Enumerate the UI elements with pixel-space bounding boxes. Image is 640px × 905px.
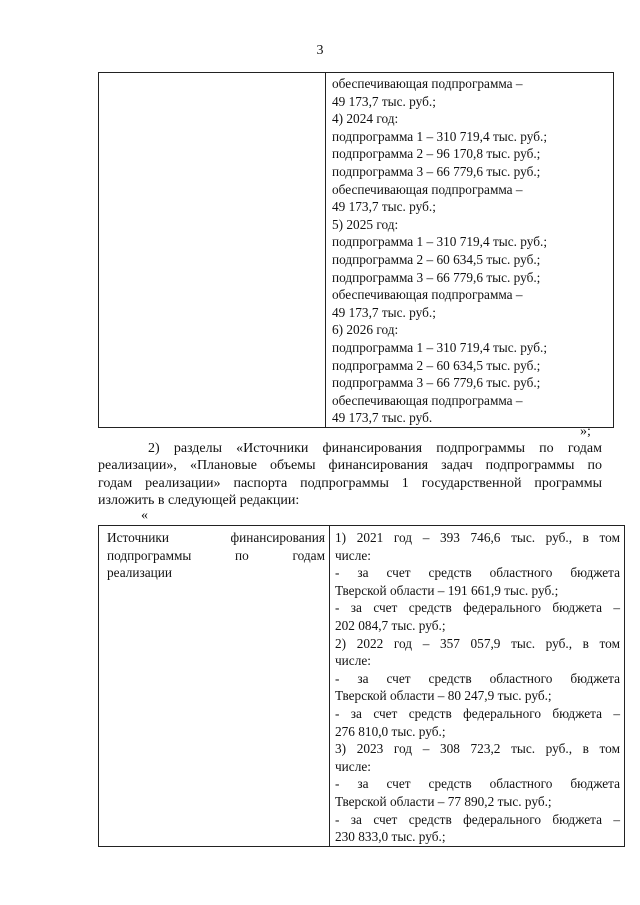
value-line: - за счет средств областного бюджета: [335, 776, 620, 792]
table1-line: подпрограмма 3 – 66 779,6 тыс. руб.;: [332, 269, 541, 285]
funding-sources-table: [98, 525, 625, 847]
table1-line: 6) 2026 год:: [332, 322, 399, 338]
value-line: числе:: [335, 547, 371, 563]
table1-line: обеспечивающая подпрограмма –: [332, 76, 523, 91]
value-line: 1) 2021 год – 393 746,6 тыс. руб., в том: [335, 530, 620, 545]
paragraph-line: реализации», «Плановые объемы финансирования задач подпрограммы по: [98, 458, 602, 474]
value-line: - за счет средств областного бюджета: [335, 565, 620, 581]
table1-line: 49 173,7 тыс. руб.;: [332, 93, 436, 109]
funding-by-year-cell: [326, 73, 614, 428]
page-number: 3: [316, 43, 324, 58]
value-line: Тверской области – 191 661,9 тыс. руб.;: [335, 582, 559, 598]
label-line: подпрограммы по годам: [107, 547, 325, 563]
value-line: 2) 2022 год – 357 057,9 тыс. руб., в том: [335, 635, 620, 651]
funding-table-continued: [98, 72, 614, 428]
empty-left-cell: [99, 73, 326, 428]
value-line: числе:: [335, 758, 371, 774]
value-line: 230 833,0 тыс. руб.;: [335, 829, 446, 845]
value-line: числе:: [335, 653, 371, 669]
label-line: реализации: [107, 565, 172, 581]
funding-sources-label-cell: [99, 526, 330, 847]
closing-quote: »;: [580, 424, 591, 439]
paragraph-line: годам реализации» паспорта подпрограммы 1 государственной программы: [98, 475, 602, 491]
amendment-paragraph: [98, 440, 602, 510]
table1-line: подпрограмма 1 – 310 719,4 тыс. руб.;: [332, 234, 548, 250]
value-line: 276 810,0 тыс. руб.;: [335, 723, 446, 739]
table1-line: подпрограмма 2 – 60 634,5 тыс. руб.;: [332, 357, 541, 373]
table1-line: 4) 2024 год:: [332, 111, 399, 127]
paragraph-line: 2) разделы «Источники финансирования подпрограммы по годам: [148, 441, 602, 456]
value-line: 3) 2023 год – 308 723,2 тыс. руб., в том: [335, 741, 620, 757]
table1-line: подпрограмма 1 – 310 719,4 тыс. руб.;: [332, 339, 548, 355]
value-line: Тверской области – 77 890,2 тыс. руб.;: [335, 793, 552, 809]
table1-line: 49 173,7 тыс. руб.;: [332, 199, 436, 215]
value-line: - за счет средств федерального бюджета –: [335, 811, 620, 827]
label-line: Источники финансирования: [107, 530, 325, 545]
table1-line: 5) 2025 год:: [332, 216, 399, 232]
table-row: [99, 526, 625, 847]
value-line: - за счет средств областного бюджета: [335, 670, 620, 686]
value-line: 202 084,7 тыс. руб.;: [335, 617, 446, 633]
table1-line: обеспечивающая подпрограмма –: [332, 181, 523, 197]
table1-line: подпрограмма 3 – 66 779,6 тыс. руб.;: [332, 375, 541, 391]
funding-sources-values-cell: [330, 526, 625, 847]
table1-line: обеспечивающая подпрограмма –: [332, 287, 523, 303]
table1-line: подпрограмма 1 – 310 719,4 тыс. руб.;: [332, 128, 548, 144]
table1-line: подпрограмма 2 – 96 170,8 тыс. руб.;: [332, 146, 541, 162]
paragraph-line: изложить в следующей редакции:: [98, 493, 300, 509]
value-line: - за счет средств федерального бюджета –: [335, 705, 620, 721]
value-line: Тверской области – 80 247,9 тыс. руб.;: [335, 688, 552, 704]
table1-line: обеспечивающая подпрограмма –: [332, 392, 523, 408]
table-row: [99, 73, 614, 428]
table1-line: подпрограмма 3 – 66 779,6 тыс. руб.;: [332, 163, 541, 179]
table1-line: подпрограмма 2 – 60 634,5 тыс. руб.;: [332, 251, 541, 267]
table1-line: 49 173,7 тыс. руб.: [332, 410, 433, 426]
table1-line: 49 173,7 тыс. руб.;: [332, 304, 436, 320]
opening-quote: «: [141, 508, 148, 523]
value-line: - за счет средств федерального бюджета –: [335, 600, 620, 616]
